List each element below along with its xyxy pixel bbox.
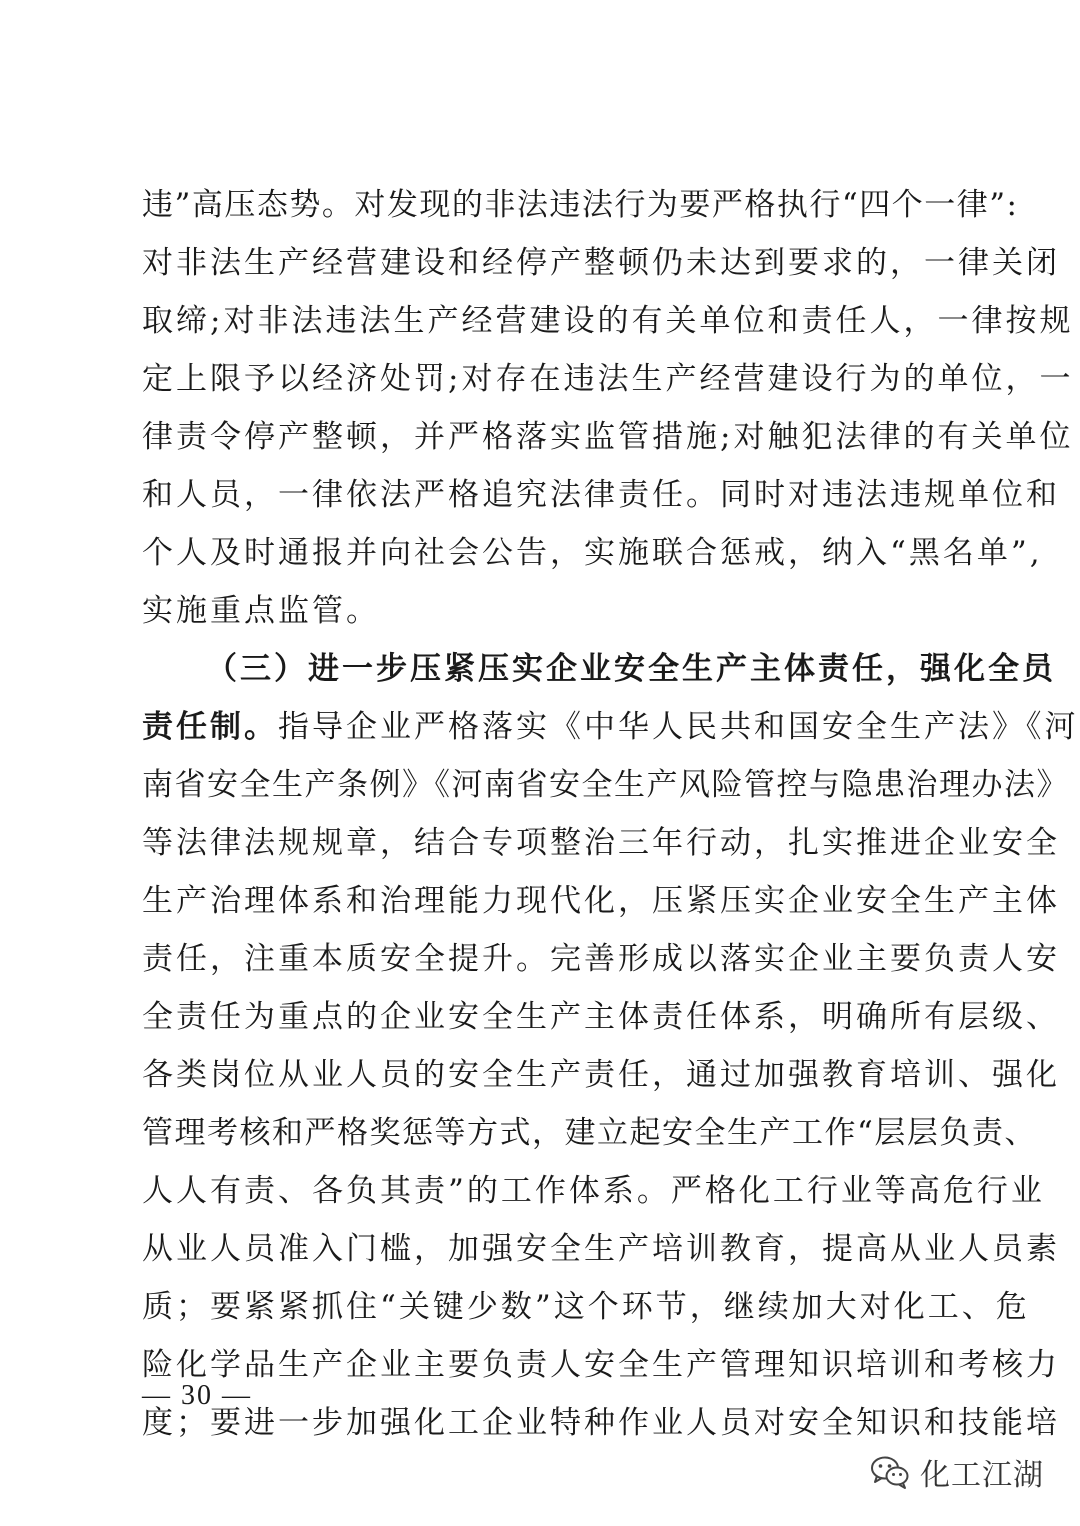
body-line: 质；要紧紧抓住“关键少数”这个环节，继续加大对化工、危 bbox=[142, 1289, 1030, 1325]
body-line: 管理考核和严格奖惩等方式，建立起安全生产工作“层层负责、 bbox=[142, 1115, 1037, 1151]
section-heading: （三）进一步压紧压实企业安全生产主体责任，强化全员 bbox=[206, 651, 1056, 687]
page-number: — 30 — bbox=[142, 1380, 252, 1411]
watermark bbox=[870, 1450, 1044, 1494]
body-line: 从业人员准入门槛，加强安全生产培训教育，提高从业人员素 bbox=[142, 1231, 1060, 1267]
body-line: 律责令停产整顿，并严格落实监管措施;对触犯法律的有关单位 bbox=[142, 419, 1074, 455]
body-line: 度；要进一步加强化工企业特种作业人员对安全知识和技能培 bbox=[142, 1405, 1060, 1441]
body-line: 险化学品生产企业主要负责人安全生产管理知识培训和考核力 bbox=[142, 1347, 1060, 1383]
body-text: 指导企业严格落实《中华人民共和国安全生产法》《河 bbox=[278, 709, 1079, 745]
section-heading-continued bbox=[142, 698, 1079, 756]
body-line: 个人及时通报并向社会公告，实施联合惩戒，纳入“黑名单”, bbox=[142, 535, 1043, 571]
body-line: 违”高压态势。对发现的非法违法行为要严格执行“四个一律”: bbox=[142, 187, 1019, 223]
body-line: 定上限予以经济处罚;对存在违法生产经营建设行为的单位，一 bbox=[142, 361, 1074, 397]
body-line: 取缔;对非法违法生产经营建设的有关单位和责任人，一律按规 bbox=[142, 303, 1074, 339]
body-line: 各类岗位从业人员的安全生产责任，通过加强教育培训、强化 bbox=[142, 1057, 1060, 1093]
wechat-icon bbox=[870, 1455, 910, 1489]
body-line: 人人有责、各负其责”的工作体系。严格化工行业等高危行业 bbox=[142, 1173, 1045, 1209]
body-line: 责任，注重本质安全提升。完善形成以落实企业主要负责人安 bbox=[142, 941, 1060, 977]
body-line: 和人员，一律依法严格追究法律责任。同时对违法违规单位和 bbox=[142, 477, 1060, 513]
watermark-text: 化工江湖 bbox=[920, 1458, 1044, 1493]
body-line: 等法律法规规章，结合专项整治三年行动，扎实推进企业安全 bbox=[142, 825, 1060, 861]
body-line: 对非法生产经营建设和经停产整顿仍未达到要求的，一律关闭 bbox=[142, 245, 1060, 281]
body-line: 实施重点监管。 bbox=[142, 593, 380, 629]
body-line: 南省安全生产条例》《河南省安全生产风险管控与隐患治理办法》 bbox=[142, 767, 1069, 803]
section-heading-end: 责任制。 bbox=[142, 709, 278, 745]
body-line: 全责任为重点的企业安全生产主体责任体系，明确所有层级、 bbox=[142, 999, 1060, 1035]
document-body bbox=[142, 176, 1079, 1452]
body-line: 生产治理体系和治理能力现代化，压紧压实企业安全生产主体 bbox=[142, 883, 1060, 919]
